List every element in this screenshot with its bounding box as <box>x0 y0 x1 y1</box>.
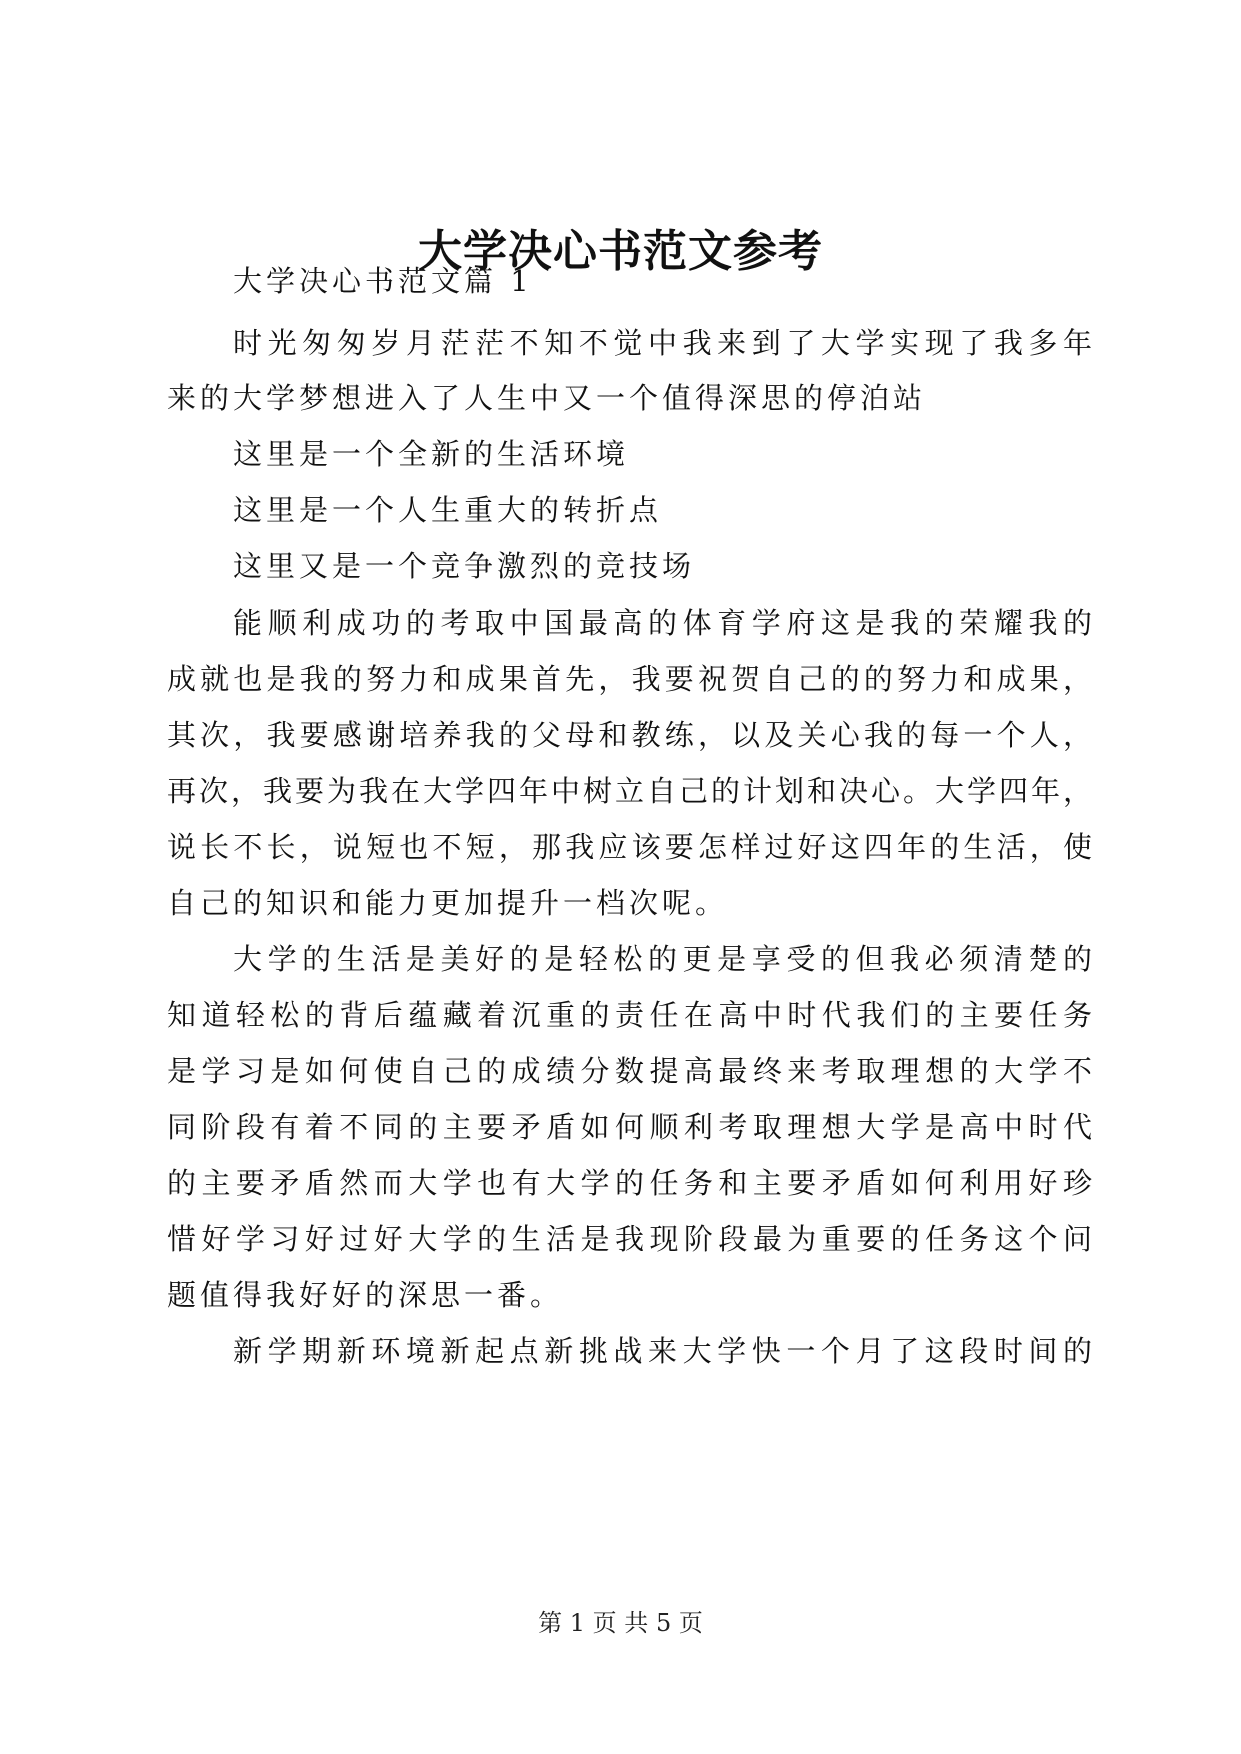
paragraph-line: 的主要矛盾然而大学也有大学的任务和主要矛盾如何利用好珍 <box>167 1166 1092 1200</box>
paragraph-line: 说长不长，说短也不短，那我应该要怎样过好这四年的生活，使 <box>167 830 1092 864</box>
paragraph-line: 能顺利成功的考取中国最高的体育学府这是我的荣耀我的 <box>233 606 1092 640</box>
paragraph-line: 大学的生活是美好的是轻松的更是享受的但我必须清楚的 <box>233 942 1092 976</box>
page-footer: 第 1 页 共 5 页 <box>538 1609 703 1637</box>
document-title: 大学决心书范文参考 <box>418 226 823 277</box>
paragraph-line: 这里是一个全新的生活环境 <box>233 437 630 471</box>
section-heading: 大学决心书范文篇 1 <box>233 264 533 298</box>
paragraph-line: 惜好学习好过好大学的生活是我现阶段最为重要的任务这个问 <box>167 1222 1092 1256</box>
paragraph-line: 来的大学梦想进入了人生中又一个值得深思的停泊站 <box>167 381 927 415</box>
paragraph-line: 新学期新环境新起点新挑战来大学快一个月了这段时间的 <box>233 1334 1092 1368</box>
paragraph-line: 题值得我好好的深思一番。 <box>167 1278 564 1312</box>
paragraph-line: 知道轻松的背后蕴藏着沉重的责任在高中时代我们的主要任务 <box>167 998 1092 1032</box>
paragraph-line: 这里是一个人生重大的转折点 <box>233 493 663 527</box>
paragraph-line: 这里又是一个竞争激烈的竞技场 <box>233 549 696 583</box>
paragraph-line: 时光匆匆岁月茫茫不知不觉中我来到了大学实现了我多年 <box>233 326 1092 360</box>
paragraph-line: 同阶段有着不同的主要矛盾如何顺利考取理想大学是高中时代 <box>167 1110 1092 1144</box>
paragraph-line: 是学习是如何使自己的成绩分数提高最终来考取理想的大学不 <box>167 1054 1092 1088</box>
paragraph-line: 再次，我要为我在大学四年中树立自己的计划和决心。大学四年， <box>167 774 1092 808</box>
paragraph-line: 其次，我要感谢培养我的父母和教练，以及关心我的每一个人， <box>167 718 1092 752</box>
paragraph-line: 成就也是我的努力和成果首先，我要祝贺自己的的努力和成果， <box>167 662 1092 696</box>
paragraph-line: 自己的知识和能力更加提升一档次呢。 <box>167 886 729 920</box>
